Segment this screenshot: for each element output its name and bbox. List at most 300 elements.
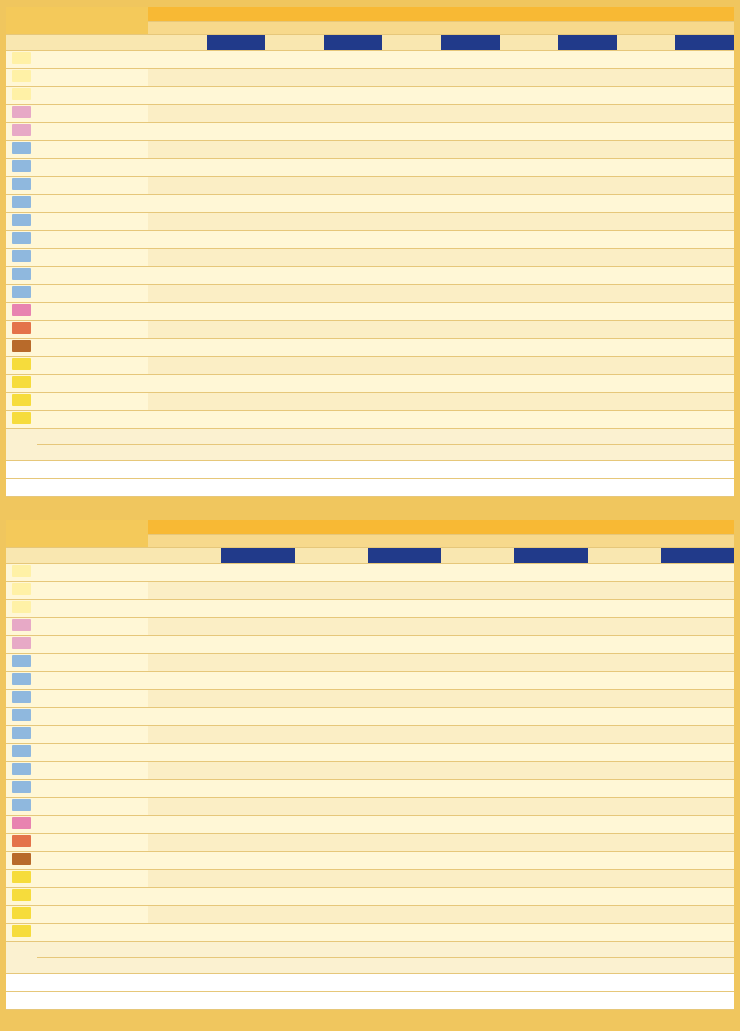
pronto-price: [514, 924, 587, 942]
category-cell: [6, 654, 37, 672]
standard-price: [265, 69, 324, 87]
pronto-price: [661, 906, 734, 924]
category-cell: [6, 375, 37, 393]
pronto-price: [514, 672, 587, 690]
standard-price: [295, 636, 368, 654]
pronto-price: [441, 141, 500, 159]
extra-child-row: [6, 958, 734, 974]
pronto-price: [324, 105, 383, 123]
standard-price: [441, 564, 514, 582]
adult-extra-price: [441, 429, 500, 445]
pronto-price: [324, 87, 383, 105]
standard-price: [588, 744, 661, 762]
standard-price: [500, 105, 559, 123]
category-cell: [6, 600, 37, 618]
cabin-type-name: [37, 51, 148, 69]
standard-price: [265, 87, 324, 105]
pronto-price: [441, 159, 500, 177]
adult-extra-price: [368, 942, 441, 958]
category-badge: [12, 709, 31, 721]
child-extra-price: [148, 445, 207, 461]
category-cell: [6, 231, 37, 249]
price-row: [6, 51, 734, 69]
cabin-type-name: [37, 834, 148, 852]
price-row: [6, 177, 734, 195]
pronto-price: [221, 798, 294, 816]
cabin-type-name: [37, 798, 148, 816]
standard-price: [588, 762, 661, 780]
cabin-type-name: [37, 285, 148, 303]
price-row: [6, 816, 734, 834]
standard-price: [148, 834, 221, 852]
standard-price: [265, 195, 324, 213]
pronto-price: [675, 123, 734, 141]
category-cell: [6, 195, 37, 213]
category-badge: [12, 250, 31, 262]
pronto-price: [207, 87, 266, 105]
pronto-price: [324, 285, 383, 303]
standard-price: [382, 393, 441, 411]
pronto-price: [207, 321, 266, 339]
category-cell: [6, 726, 37, 744]
pronto-price: [558, 123, 617, 141]
standard-price-header: [265, 35, 324, 51]
category-badge: [12, 322, 31, 334]
standard-price: [295, 726, 368, 744]
pronto-price: [661, 636, 734, 654]
pronto-price: [441, 411, 500, 429]
category-badge: [12, 232, 31, 244]
price-row: [6, 744, 734, 762]
single-supplement-row: [6, 974, 734, 992]
pronto-price: [558, 231, 617, 249]
price-row: [6, 636, 734, 654]
category-header: [6, 35, 37, 51]
adult-extra-price: [148, 429, 207, 445]
standard-price: [295, 852, 368, 870]
standard-price: [588, 708, 661, 726]
standard-price: [500, 303, 559, 321]
standard-price: [148, 636, 221, 654]
category-cell: [6, 123, 37, 141]
standard-price-header: [588, 548, 661, 564]
price-row: [6, 690, 734, 708]
standard-price: [588, 564, 661, 582]
standard-price: [500, 69, 559, 87]
pronto-price: [514, 600, 587, 618]
pronto-price: [324, 393, 383, 411]
pronto-price: [324, 267, 383, 285]
pronto-price: [207, 213, 266, 231]
standard-price: [617, 51, 676, 69]
pronto-price: [324, 231, 383, 249]
category-cell: [6, 582, 37, 600]
standard-price: [265, 159, 324, 177]
child-extra-price: [207, 445, 266, 461]
pronto-price: [221, 780, 294, 798]
category-badge: [12, 691, 31, 703]
pronto-price: [324, 141, 383, 159]
category-badge: [12, 907, 31, 919]
standard-price: [148, 888, 221, 906]
pronto-price: [558, 195, 617, 213]
standard-price: [617, 267, 676, 285]
standard-price: [500, 339, 559, 357]
pronto-price: [207, 51, 266, 69]
pronto-price: [441, 285, 500, 303]
child-extra-price: [324, 445, 383, 461]
category-badge: [12, 286, 31, 298]
standard-price: [295, 762, 368, 780]
adult-extra-price: [221, 942, 294, 958]
pronto-price: [221, 564, 294, 582]
cabin-type-name: [37, 618, 148, 636]
category-badge: [12, 106, 31, 118]
extra-adult-row: [6, 942, 734, 958]
pronto-price: [558, 213, 617, 231]
category-cell: [6, 303, 37, 321]
standard-price: [588, 582, 661, 600]
standard-price: [148, 600, 221, 618]
standard-price: [148, 924, 221, 942]
departure-date: [500, 22, 617, 35]
pronto-price: [368, 582, 441, 600]
pronto-price: [368, 780, 441, 798]
cabin-type-name: [37, 357, 148, 375]
pronto-price: [675, 303, 734, 321]
standard-price: [441, 798, 514, 816]
pronto-price: [207, 159, 266, 177]
standard-price: [617, 375, 676, 393]
category-cell: [6, 321, 37, 339]
pronto-price: [368, 870, 441, 888]
standard-price: [441, 888, 514, 906]
standard-price: [148, 618, 221, 636]
pronto-price: [441, 267, 500, 285]
pronto-price: [207, 123, 266, 141]
category-cell: [6, 870, 37, 888]
pronto-price: [368, 888, 441, 906]
standard-price: [500, 177, 559, 195]
pronto-price: [514, 654, 587, 672]
cabin-type-header: [37, 548, 148, 564]
standard-price: [148, 123, 207, 141]
pronto-price: [675, 411, 734, 429]
category-badge: [12, 853, 31, 865]
pronto-price: [324, 123, 383, 141]
cabin-type-name: [37, 141, 148, 159]
pronto-price: [324, 321, 383, 339]
pronto-price: [221, 600, 294, 618]
pronto-price: [368, 852, 441, 870]
pronto-price: [661, 834, 734, 852]
price-row: [6, 924, 734, 942]
cabin-type-name: [37, 411, 148, 429]
pronto-price: [558, 141, 617, 159]
extra-adult-row: [6, 429, 734, 445]
pronto-price: [368, 744, 441, 762]
price-table: [6, 7, 734, 497]
standard-price-header: [441, 548, 514, 564]
standard-price: [295, 654, 368, 672]
standard-price: [295, 816, 368, 834]
cruise-group-label: [441, 520, 734, 535]
standard-price: [441, 744, 514, 762]
standard-price: [295, 870, 368, 888]
pronto-price: [558, 357, 617, 375]
pronto-price: [221, 888, 294, 906]
pronto-price-header: [324, 35, 383, 51]
standard-price: [588, 636, 661, 654]
departure-date: [617, 22, 734, 35]
standard-price: [500, 213, 559, 231]
pronto-price: [661, 798, 734, 816]
cabin-type-name: [37, 564, 148, 582]
cabin-type-name: [37, 267, 148, 285]
standard-price: [382, 195, 441, 213]
standard-price: [382, 213, 441, 231]
standard-price: [148, 177, 207, 195]
pronto-price: [661, 744, 734, 762]
standard-price: [295, 564, 368, 582]
pronto-price: [514, 816, 587, 834]
standard-price: [148, 321, 207, 339]
standard-price: [382, 105, 441, 123]
category-cell: [6, 744, 37, 762]
standard-price: [617, 159, 676, 177]
pronto-price: [661, 600, 734, 618]
price-row: [6, 267, 734, 285]
standard-price: [441, 690, 514, 708]
standard-price: [295, 744, 368, 762]
pronto-price: [221, 834, 294, 852]
price-row: [6, 798, 734, 816]
pronto-price: [675, 177, 734, 195]
pronto-price: [207, 339, 266, 357]
pronto-price: [675, 357, 734, 375]
standard-price: [500, 357, 559, 375]
standard-price: [265, 123, 324, 141]
single-supplement-value: [148, 461, 734, 479]
standard-price: [295, 906, 368, 924]
category-badge: [12, 583, 31, 595]
pronto-price: [368, 672, 441, 690]
standard-price: [588, 834, 661, 852]
pronto-price: [207, 393, 266, 411]
pronto-price: [558, 339, 617, 357]
pronto-price-header: [558, 35, 617, 51]
pronto-price: [558, 87, 617, 105]
cabin-type-name: [37, 69, 148, 87]
cabin-type-name: [37, 249, 148, 267]
standard-price: [148, 690, 221, 708]
pronto-price: [514, 852, 587, 870]
pronto-price: [558, 393, 617, 411]
pronto-price: [441, 195, 500, 213]
pronto-price-header: [221, 548, 294, 564]
cabin-type-name: [37, 231, 148, 249]
standard-price: [148, 303, 207, 321]
category-badge: [12, 727, 31, 739]
standard-price: [148, 213, 207, 231]
category-cell: [6, 159, 37, 177]
standard-price: [382, 69, 441, 87]
category-cell: [6, 564, 37, 582]
standard-price: [148, 582, 221, 600]
category-badge: [12, 70, 31, 82]
standard-price: [441, 816, 514, 834]
category-badge: [12, 655, 31, 667]
price-row: [6, 213, 734, 231]
pronto-price: [368, 816, 441, 834]
adult-extra-price: [675, 429, 734, 445]
category-badge: [12, 214, 31, 226]
pronto-price: [441, 375, 500, 393]
standard-price: [500, 195, 559, 213]
cabin-type-header: [37, 35, 148, 51]
standard-price: [588, 600, 661, 618]
pronto-price: [207, 357, 266, 375]
standard-price: [295, 600, 368, 618]
pronto-price: [514, 636, 587, 654]
standard-price: [148, 726, 221, 744]
standard-price: [588, 924, 661, 942]
price-row: [6, 708, 734, 726]
adult-label: [37, 429, 148, 445]
standard-price: [148, 105, 207, 123]
departure-date: [148, 535, 295, 548]
category-badge: [12, 412, 31, 424]
standard-price: [588, 726, 661, 744]
standard-price: [382, 159, 441, 177]
price-table: [6, 520, 734, 1010]
pronto-price: [675, 321, 734, 339]
pronto-price: [368, 924, 441, 942]
category-cell: [6, 285, 37, 303]
pronto-price: [441, 51, 500, 69]
cabin-type-name: [37, 816, 148, 834]
category-badge: [12, 835, 31, 847]
standard-price: [382, 141, 441, 159]
standard-price: [265, 285, 324, 303]
standard-price: [382, 87, 441, 105]
standard-price: [265, 177, 324, 195]
price-row: [6, 339, 734, 357]
cabin-type-name: [37, 924, 148, 942]
standard-price: [148, 411, 207, 429]
pronto-price: [514, 834, 587, 852]
cruise-group-label: [382, 7, 734, 22]
pronto-price: [324, 375, 383, 393]
standard-price: [617, 411, 676, 429]
category-badge: [12, 781, 31, 793]
pronto-price: [324, 357, 383, 375]
pronto-price: [514, 564, 587, 582]
standard-price-header: [148, 548, 221, 564]
standard-price: [295, 582, 368, 600]
pronto-price: [558, 105, 617, 123]
category-cell: [6, 357, 37, 375]
standard-price: [588, 654, 661, 672]
cabin-type-name: [37, 654, 148, 672]
standard-price: [500, 267, 559, 285]
cabin-type-name: [37, 906, 148, 924]
pronto-price: [441, 231, 500, 249]
category-badge: [12, 358, 31, 370]
standard-price: [382, 249, 441, 267]
price-row: [6, 393, 734, 411]
pronto-price: [441, 393, 500, 411]
standard-price: [500, 249, 559, 267]
price-row: [6, 357, 734, 375]
category-badge: [12, 763, 31, 775]
pronto-price: [558, 159, 617, 177]
pronto-price: [661, 762, 734, 780]
category-cell: [6, 213, 37, 231]
cabin-type-name: [37, 744, 148, 762]
price-row: [6, 600, 734, 618]
pronto-price: [661, 690, 734, 708]
price-row: [6, 321, 734, 339]
pronto-price: [221, 690, 294, 708]
standard-price: [265, 51, 324, 69]
pronto-price: [675, 375, 734, 393]
departure-date: [295, 535, 442, 548]
pronto-price: [441, 177, 500, 195]
port-fee-value: [441, 992, 734, 1010]
category-cell: [6, 141, 37, 159]
standard-price: [617, 285, 676, 303]
standard-price: [148, 159, 207, 177]
pronto-price: [514, 888, 587, 906]
pronto-price: [441, 87, 500, 105]
child-label: [37, 445, 148, 461]
standard-price: [500, 285, 559, 303]
pronto-price: [368, 690, 441, 708]
pronto-price: [661, 870, 734, 888]
category-badge: [12, 178, 31, 190]
pronto-price: [207, 141, 266, 159]
pronto-price: [207, 375, 266, 393]
pronto-price: [368, 564, 441, 582]
category-cell: [6, 798, 37, 816]
cabin-type-name: [37, 123, 148, 141]
standard-price: [500, 159, 559, 177]
standard-price: [500, 141, 559, 159]
single-supplement-label: [6, 974, 148, 992]
pronto-price: [207, 69, 266, 87]
standard-price: [265, 267, 324, 285]
standard-price: [265, 105, 324, 123]
standard-price: [148, 744, 221, 762]
category-badge: [12, 601, 31, 613]
standard-price: [441, 762, 514, 780]
departure-label: [6, 7, 148, 35]
departure-label: [6, 520, 148, 548]
child-extra-price: [382, 445, 734, 461]
pronto-price: [558, 321, 617, 339]
pronto-price: [661, 852, 734, 870]
pronto-price: [324, 213, 383, 231]
standard-price: [441, 636, 514, 654]
pronto-price-header: [675, 35, 734, 51]
port-fee-label: [6, 479, 148, 497]
pronto-price: [675, 267, 734, 285]
category-badge: [12, 565, 31, 577]
price-row: [6, 123, 734, 141]
price-row: [6, 780, 734, 798]
pronto-price: [324, 177, 383, 195]
